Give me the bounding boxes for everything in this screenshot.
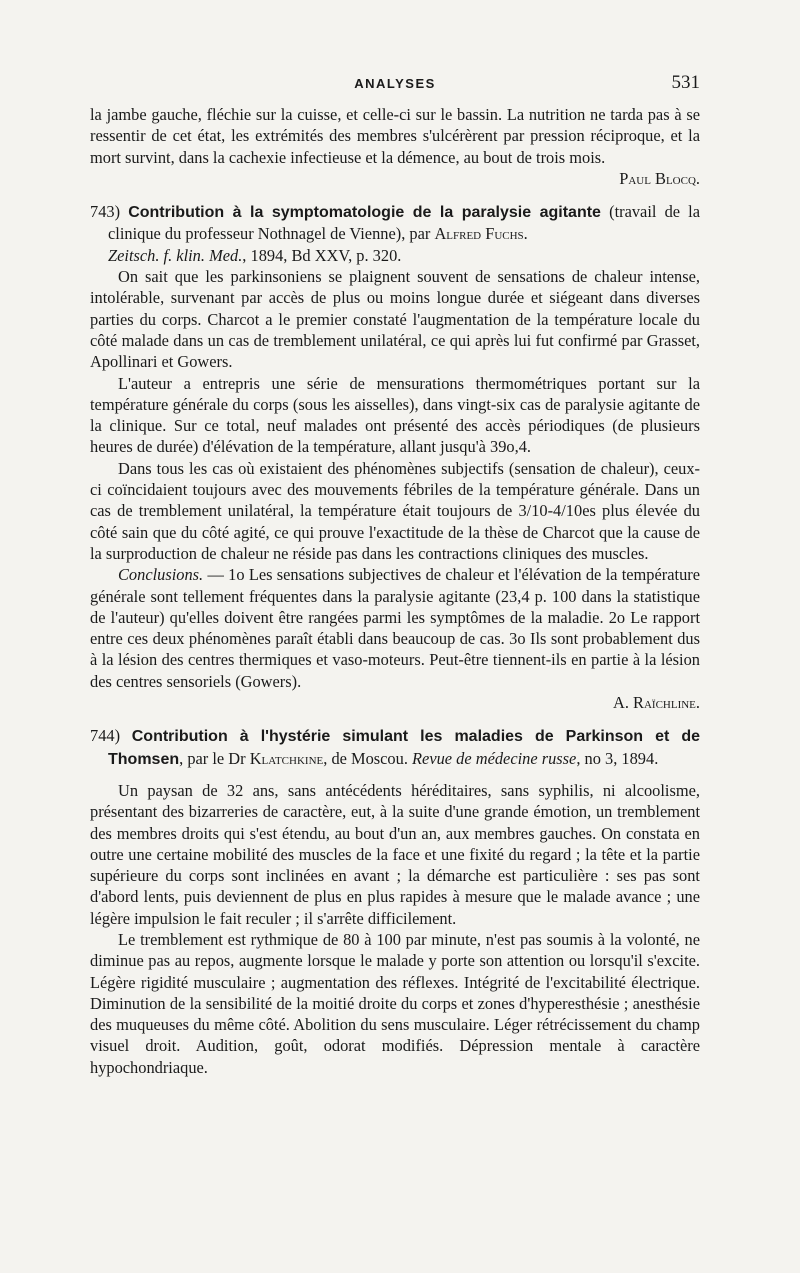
article-744-heading	[90, 725, 700, 770]
article-743-paragraph-1: On sait que les parkinsoniens se plaignent souvent de sensations de chaleur intense, intolérable, survenant par accès de plus ou moins longue durée et siégeant dans diverses parties du corps. Charcot a le premier constaté l'augmentation de la température locale du côté malade dans un cas de tremblement unilatéral, ce qui après lui fut confirmé par Grasset, Apollinari et Gowers.	[90, 267, 700, 372]
article-744-paragraph-1: Un paysan de 32 ans, sans antécédents héréditaires, sans syphilis, ni alcoolisme, présentant des bizarreries de caractère, eut, à la suite d'une grande émotion, un tremblement des membres droits qui s'est étendu, au bout d'un an, aux membres gauches. On constata en outre une certaine mobilité des muscles de la face et une fixité du regard ; la tête et la partie supérieure du corps sont inclinées en avant ; la démarche est particulière : ses pas sont d'abord lents, puis deviennent de plus en plus rapides à mesure que le malade avance ; une légère impulsion le fait reculer ; il s'arrête difficilement.	[90, 780, 700, 928]
article-title: Contribution à l'hystérie simulant les maladies de Parkinson et de Thomsen	[108, 728, 701, 768]
article-743-paragraph-3: Dans tous les cas où existaient des phénomènes subjectifs (sensation de chaleur), ceux-ci coïncidaient toujours avec des mouvements fébriles de la température générale. Dans un cas de tremblement unilatéral, la température était toujours de 3/10-4/10es plus élevée du côté sain que du côté agité, ce qui prouve l'exactitude de la thèse de Charcot que la cause de la surproduction de chaleur ne réside pas dans les contractions cliniques des muscles.	[90, 458, 700, 563]
article-author: Klatchkine	[249, 748, 324, 768]
page-body	[90, 104, 700, 1078]
article-743-signature	[90, 692, 700, 713]
article-title: Contribution à la symptomatologie de la paralysie agitante	[128, 204, 601, 222]
article-743-conclusions	[90, 564, 700, 692]
source-details: , 1894, Bd XXV, p. 320.	[242, 245, 402, 265]
article-number: 743)	[90, 202, 121, 222]
article-by: , par le Dr	[179, 748, 246, 768]
article-subtitle: (travail de la clinique du professeur Nothnagel de Vienne), par	[108, 202, 700, 244]
conclusions-label: Conclusions.	[118, 565, 204, 585]
article-number: 744)	[90, 726, 121, 746]
article-743-heading	[90, 201, 700, 245]
article-744-paragraph-2: Le tremblement est rythmique de 80 à 100 par minute, n'est pas soumis à la volonté, ne diminue pas au repos, augmente lorsque le malade y porte son attention ou lorsqu'il s'excite. Légère rigidité musculaire ; augmentation des réflexes. Intégrité de l'excitabilité électrique. Diminution de la sensibilité de la moitié droite du corps et zones d'hyperesthésie ; anesthésie des muqueuses du même côté. Abolition du sens musculaire. Léger rétrécissement du champ visuel droit. Audition, goût, odorat modifiés. Dépression mentale à caractère hypochondriaque.	[90, 929, 700, 1077]
article-author: Alfred Fuchs.	[434, 224, 528, 244]
prev-article-text: la jambe gauche, fléchie sur la cuisse, et celle-ci sur le bassin. La nutrition ne tarda pas à se ressentir de cet état, les extrémités des membres s'ulcérèrent par pression réciproque, et la mort survint, dans la cachexie infectieuse et la démence, au bout de trois mois.	[90, 105, 700, 167]
article-743-source	[90, 245, 700, 266]
running-header	[90, 72, 700, 96]
source-details: , no 3, 1894.	[576, 748, 659, 768]
source-journal: Zeitsch. f. klin. Med.	[108, 245, 243, 265]
article-place: , de Moscou.	[323, 748, 408, 768]
source-journal: Revue de médecine russe	[412, 748, 577, 768]
article-743-paragraph-2: L'auteur a entrepris une série de mensurations thermométriques portant sur la température générale du corps (sous les aisselles), dans vingt-six cas de paralysie agitante de la clinique. Sur ce total, neuf malades ont présenté des accès périodiques (de plusieurs heures de durée) d'élévation de la température, allant jusqu'à 39o,4.	[90, 373, 700, 457]
page-number: 531	[671, 72, 700, 93]
conclusions-text: — 1o Les sensations subjectives de chaleur et l'élévation de la température générale sont tellement fréquentes dans la paralysie agitante (23,4 p. 100 dans la statistique de l'auteur) qu'elles doivent être rangées parmi les symptômes de la maladie. 2o Le rapport entre ces deux phénomènes paraît établi dans beaucoup de cas. 3o Ils sont probablement dus à la lésion des centres thermiques et vaso-moteurs. Peut-être tiennent-ils en partie à la lésion des centres sensoriels (Gowers).	[90, 565, 700, 691]
prev-article-signature	[90, 168, 700, 189]
running-title: ANALYSES	[354, 76, 436, 91]
signature-name: Paul Blocq.	[619, 168, 700, 188]
signature-name: A. Raïchline.	[613, 693, 700, 713]
